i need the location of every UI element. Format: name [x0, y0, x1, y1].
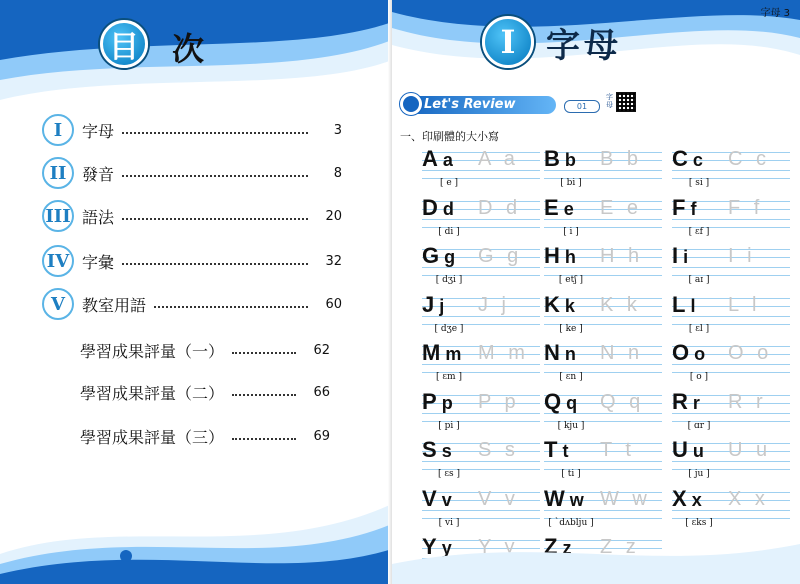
leader-dots	[232, 352, 296, 354]
toc-page-number: 20	[325, 208, 342, 224]
tracing-letters: S s	[478, 439, 519, 461]
chapter-badge: I	[482, 16, 534, 68]
uppercase-letter: D	[422, 194, 438, 220]
running-head: 字母 3	[760, 8, 790, 19]
lowercase-letter: g	[439, 247, 456, 267]
letter-pair	[672, 292, 695, 318]
toc-entry-label: 發音	[82, 164, 115, 184]
lowercase-letter: k	[559, 295, 575, 316]
letter-cell	[422, 292, 542, 340]
letter-pair	[672, 437, 704, 463]
tracing-letters: E e	[600, 196, 643, 219]
phonetic-label: [ ju ]	[688, 469, 710, 479]
tracing-letters: C c	[728, 148, 770, 170]
lowercase-letter: u	[687, 441, 704, 461]
phonetic-label: [ o ]	[689, 372, 709, 382]
uppercase-letter: N	[544, 340, 560, 365]
uppercase-letter: W	[544, 485, 565, 511]
toc-page-number: 66	[313, 384, 330, 400]
lowercase-letter: l	[685, 295, 696, 316]
uppercase-letter: I	[672, 243, 679, 268]
toc-page-number: 3	[333, 122, 342, 138]
uppercase-letter: H	[544, 243, 560, 268]
toc-entry-5[interactable]	[42, 288, 342, 320]
chapter-numeral: IV	[42, 245, 74, 277]
tracing-letters: V v	[478, 487, 519, 510]
phonetic-label: [ ɛn ]	[559, 372, 583, 382]
letter-pair	[672, 486, 702, 512]
phonetic-label: [ dʒe ]	[434, 323, 464, 334]
lowercase-letter: n	[559, 344, 576, 364]
phonetic-label: [ vi ]	[438, 517, 460, 528]
letter-pair	[672, 146, 703, 172]
toc-entry-label: 學習成果評量（二）	[80, 383, 225, 403]
lowercase-letter: m	[440, 344, 462, 364]
letter-cell	[672, 437, 792, 485]
tracing-letters: F f	[728, 196, 764, 219]
uppercase-letter: C	[672, 146, 688, 171]
lowercase-letter: p	[436, 392, 453, 413]
leader-dots	[154, 306, 308, 308]
letter-pair	[422, 340, 461, 366]
letter-pair	[422, 146, 453, 172]
letter-pair	[544, 389, 577, 415]
letter-cell	[544, 292, 664, 340]
tracing-letters: Q q	[600, 390, 645, 413]
letter-cell	[544, 195, 664, 243]
letter-pair	[544, 437, 568, 463]
lowercase-letter: d	[437, 198, 454, 219]
letter-cell	[544, 146, 664, 194]
toc-entry-label: 學習成果評量（一）	[80, 341, 225, 361]
tracing-letters: G g	[478, 245, 523, 267]
uppercase-letter: B	[544, 146, 560, 171]
leader-dots	[122, 175, 308, 177]
lowercase-letter: f	[685, 198, 697, 219]
phonetic-label: [ ɛm ]	[436, 372, 462, 382]
alphabet-page	[392, 0, 800, 584]
uppercase-letter: Y	[422, 534, 437, 559]
letter-pair	[672, 195, 696, 221]
letter-cell	[422, 389, 542, 437]
tracing-letters: D d	[478, 196, 522, 219]
phonetic-label: [ e ]	[439, 178, 459, 188]
phonetic-label: [ ɛl ]	[688, 323, 710, 334]
tracing-letters: X x	[728, 487, 769, 510]
uppercase-letter: Z	[544, 534, 558, 559]
lowercase-letter: h	[559, 247, 576, 267]
tracing-letters: Y y	[478, 536, 519, 558]
letter-pair	[672, 243, 688, 269]
phonetic-label: [ ke ]	[559, 323, 583, 334]
lowercase-letter: j	[434, 295, 445, 316]
leader-dots	[122, 132, 308, 134]
tracing-letters: I i	[728, 245, 756, 267]
audio-track-label[interactable]: 01	[564, 100, 600, 113]
phonetic-label: [ ti ]	[561, 469, 581, 479]
uppercase-letter: O	[672, 340, 690, 365]
toc-page-number: 32	[325, 253, 342, 269]
lowercase-letter: a	[437, 150, 453, 170]
letter-cell	[672, 389, 792, 437]
chapter-numeral: V	[42, 288, 74, 320]
phonetic-label: [ i ]	[563, 226, 579, 237]
uppercase-letter: S	[422, 437, 437, 462]
uppercase-letter: F	[672, 194, 686, 220]
letter-pair	[544, 486, 584, 512]
lowercase-letter: x	[686, 489, 702, 510]
lowercase-letter: r	[687, 392, 700, 413]
lowercase-letter: v	[436, 489, 452, 510]
toc-entry-2[interactable]	[42, 157, 342, 189]
chapter-numeral: II	[42, 157, 74, 189]
uppercase-letter: P	[422, 388, 437, 414]
letter-cell	[422, 146, 542, 194]
toc-page	[0, 0, 392, 584]
lowercase-letter: y	[436, 538, 452, 558]
letter-cell	[672, 292, 792, 340]
toc-page-number: 8	[333, 165, 342, 181]
lowercase-letter: o	[689, 344, 706, 364]
letter-cell	[422, 243, 542, 291]
footer-wave	[0, 494, 392, 584]
letter-pair	[544, 340, 576, 366]
letter-pair	[672, 340, 705, 366]
phonetic-label: [ di ]	[438, 226, 460, 237]
lowercase-letter: q	[561, 392, 578, 413]
letter-cell	[672, 340, 792, 388]
banner-dot-icon	[400, 93, 422, 115]
letter-cell	[422, 437, 542, 485]
tracing-letters: R r	[728, 390, 767, 413]
phonetic-label: [ si ]	[688, 178, 710, 188]
letter-cell	[672, 146, 792, 194]
letter-pair	[672, 389, 700, 415]
letter-pair	[544, 195, 574, 221]
toc-page-number: 69	[313, 428, 330, 444]
phonetic-label: [ ɑr ]	[687, 420, 711, 431]
lowercase-letter: z	[557, 538, 572, 558]
phonetic-label: [ aɪ ]	[688, 275, 710, 285]
letter-cell	[422, 195, 542, 243]
lowercase-letter: t	[557, 441, 569, 461]
lowercase-letter: i	[678, 247, 689, 267]
letter-cell	[544, 437, 664, 485]
phonetic-label: [ ɛks ]	[685, 517, 713, 528]
tracing-letters: L l	[728, 293, 761, 316]
leader-dots	[122, 263, 308, 265]
toc-assessment-3[interactable]	[80, 422, 330, 450]
uppercase-letter: U	[672, 437, 688, 462]
letter-cell	[544, 243, 664, 291]
toc-entry-label: 字母	[82, 121, 115, 141]
phonetic-label: [ pi ]	[438, 420, 460, 431]
uppercase-letter: R	[672, 388, 688, 414]
leader-dots	[122, 218, 308, 220]
letter-pair	[422, 195, 454, 221]
toc-entry-label: 字彙	[82, 252, 115, 272]
leader-dots	[232, 394, 296, 396]
letter-pair	[422, 486, 452, 512]
uppercase-letter: J	[422, 291, 435, 317]
qr-code-icon[interactable]	[616, 92, 636, 112]
chapter-numeral: I	[42, 114, 74, 146]
letter-cell	[672, 195, 792, 243]
toc-assessment-2[interactable]	[80, 378, 330, 406]
letter-cell	[422, 340, 542, 388]
phonetic-label: [ etʃ ]	[558, 275, 584, 285]
letter-cell	[544, 389, 664, 437]
phonetic-label: [ dʒi ]	[435, 275, 463, 285]
toc-assessment-1[interactable]	[80, 336, 330, 364]
letter-pair	[422, 292, 444, 318]
uppercase-letter: Q	[544, 388, 562, 414]
uppercase-letter: X	[672, 485, 687, 511]
toc-entry-4[interactable]	[42, 245, 342, 277]
tracing-letters: U u	[728, 439, 772, 461]
toc-entry-label: 語法	[82, 207, 115, 227]
uppercase-letter: T	[544, 437, 558, 462]
phonetic-label: [ ɛs ]	[437, 469, 461, 479]
uppercase-letter: A	[422, 146, 438, 171]
uppercase-letter: M	[422, 340, 441, 365]
tracing-letters: J j	[478, 293, 510, 316]
phonetic-label: [ ˋdʌblju ]	[548, 517, 594, 528]
tracing-letters: N n	[600, 342, 644, 364]
tracing-letters: H h	[600, 245, 644, 267]
uppercase-letter: K	[544, 291, 560, 317]
letter-pair	[422, 437, 452, 463]
lowercase-letter: s	[436, 441, 452, 461]
tracing-letters: B b	[600, 148, 643, 170]
tracing-letters: P p	[478, 390, 520, 413]
toc-page-number: 60	[325, 296, 342, 312]
section-title: 一、印刷體的大小寫	[400, 130, 499, 143]
lowercase-letter: c	[687, 150, 703, 170]
tracing-letters: M m	[478, 342, 529, 364]
phonetic-label: [ kju ]	[557, 420, 585, 431]
toc-entry-label: 教室用語	[82, 295, 147, 315]
tracing-letters: K k	[600, 293, 641, 316]
phonetic-label: [ ɛf ]	[688, 226, 710, 237]
phonetic-label: [ bi ]	[560, 178, 582, 188]
lowercase-letter: e	[558, 198, 574, 219]
chapter-numeral: III	[42, 200, 74, 232]
toc-entry-label: 學習成果評量（三）	[80, 427, 225, 447]
tracing-letters: T t	[600, 439, 635, 461]
review-banner: Let's Review	[406, 96, 556, 114]
toc-page-number: 62	[313, 342, 330, 358]
toc-entry-1[interactable]	[42, 114, 342, 146]
lowercase-letter: b	[559, 150, 576, 170]
letter-pair	[544, 292, 575, 318]
uppercase-letter: G	[422, 243, 440, 268]
toc-entry-3[interactable]	[42, 200, 342, 232]
letter-pair	[422, 389, 453, 415]
toc-title-badge: 目	[100, 20, 148, 68]
letter-pair	[544, 146, 576, 172]
toc-title: 次	[172, 30, 205, 68]
tracing-letters: O o	[728, 342, 773, 364]
letter-cell	[672, 243, 792, 291]
lowercase-letter: w	[564, 489, 584, 510]
tracing-letters: A a	[478, 148, 519, 170]
uppercase-letter: L	[672, 291, 686, 317]
letter-pair	[422, 243, 455, 269]
letter-pair	[544, 243, 576, 269]
qr-label: 字母	[606, 93, 613, 109]
uppercase-letter: E	[544, 194, 559, 220]
tracing-letters: W w	[600, 487, 651, 510]
uppercase-letter: V	[422, 485, 437, 511]
tracing-letters: Z z	[600, 536, 640, 558]
leader-dots	[232, 438, 296, 440]
footer-wave	[392, 524, 800, 584]
chapter-title: 字母	[546, 26, 622, 66]
letter-cell	[544, 340, 664, 388]
